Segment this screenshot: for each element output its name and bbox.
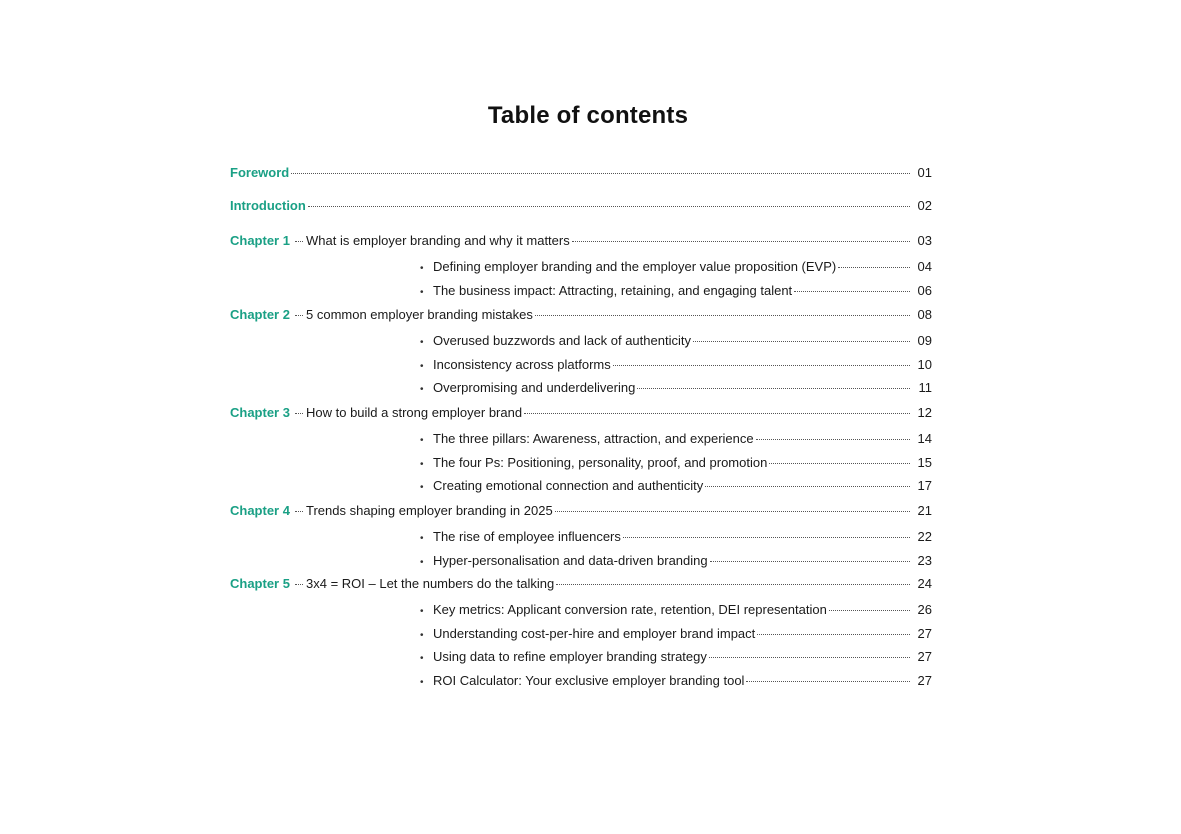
toc-subsection[interactable] [420, 378, 932, 398]
dot-leader [295, 511, 303, 512]
toc-subsection[interactable] [420, 476, 932, 496]
page-number: 23 [917, 553, 932, 568]
chapter-label: Chapter 1 [230, 233, 290, 248]
bullet-icon: • [420, 435, 424, 446]
toc-chapter-2[interactable] [230, 305, 932, 325]
entry-label: Introduction [230, 198, 306, 213]
dot-leader [709, 657, 910, 658]
dot-leader [556, 584, 910, 585]
bullet-icon: • [420, 630, 424, 641]
page-number: 17 [917, 478, 932, 493]
page-number: 12 [917, 405, 932, 420]
subsection-title: ROI Calculator: Your exclusive employer branding tool [433, 673, 745, 688]
page-number: 10 [917, 357, 932, 372]
page-title: Table of contents [487, 102, 689, 129]
table-of-contents [230, 0, 932, 834]
dot-leader [623, 537, 910, 538]
toc-entry-foreword[interactable] [230, 163, 932, 183]
page-number: 11 [918, 380, 932, 395]
chapter-label: Chapter 5 [230, 576, 290, 591]
dot-leader [693, 341, 910, 342]
toc-subsection[interactable] [420, 257, 932, 277]
bullet-icon: • [420, 653, 424, 664]
toc-subsection[interactable] [420, 331, 932, 351]
bullet-icon: • [420, 384, 424, 395]
bullet-icon: • [420, 677, 424, 688]
page-number: 04 [917, 259, 932, 274]
bullet-icon: • [420, 533, 424, 544]
toc-subsection[interactable] [420, 671, 932, 691]
bullet-icon: • [420, 337, 424, 348]
bullet-icon: • [420, 361, 424, 372]
subsection-title: Creating emotional connection and authenticity [433, 478, 704, 493]
page-number: 21 [917, 503, 932, 518]
toc-subsection[interactable] [420, 527, 932, 547]
dot-leader [308, 206, 910, 207]
page-number: 22 [917, 529, 932, 544]
toc-subsection[interactable] [420, 355, 932, 375]
page-number: 24 [917, 576, 932, 591]
subsection-title: Defining employer branding and the employer value proposition (EVP) [433, 259, 837, 274]
chapter-title: 3x4 = ROI – Let the numbers do the talking [306, 576, 555, 591]
page-number: 03 [917, 233, 932, 248]
chapter-title: What is employer branding and why it matters [306, 233, 570, 248]
page-number: 02 [917, 198, 932, 213]
bullet-icon: • [420, 482, 424, 493]
toc-chapter-4[interactable] [230, 501, 932, 521]
dot-leader [794, 291, 910, 292]
dot-leader [637, 388, 910, 389]
page-number: 06 [917, 283, 932, 298]
toc-entry-introduction[interactable] [230, 196, 932, 216]
bullet-icon: • [420, 606, 424, 617]
subsection-title: The four Ps: Positioning, personality, proof, and promotion [433, 455, 768, 470]
bullet-icon: • [420, 263, 424, 274]
toc-subsection[interactable] [420, 551, 932, 571]
toc-chapter-3[interactable] [230, 403, 932, 423]
page-number: 01 [917, 165, 932, 180]
subsection-title: The three pillars: Awareness, attraction, and experience [433, 431, 754, 446]
subsection-title: The rise of employee influencers [433, 529, 621, 544]
dot-leader [829, 610, 910, 611]
page-number: 27 [917, 649, 932, 664]
subsection-title: Overpromising and underdelivering [433, 380, 636, 395]
subsection-title: Inconsistency across platforms [433, 357, 611, 372]
dot-leader [613, 365, 910, 366]
dot-leader [572, 241, 910, 242]
page-number: 15 [917, 455, 932, 470]
dot-leader [295, 241, 303, 242]
page-number: 14 [917, 431, 932, 446]
toc-chapter-5[interactable] [230, 574, 932, 594]
chapter-label: Chapter 4 [230, 503, 290, 518]
subsection-title: Understanding cost-per-hire and employer brand impact [433, 626, 756, 641]
chapter-label: Chapter 2 [230, 307, 290, 322]
chapter-title: Trends shaping employer branding in 2025 [306, 503, 553, 518]
subsection-title: Hyper-personalisation and data-driven branding [433, 553, 708, 568]
toc-subsection[interactable] [420, 453, 932, 473]
subsection-title: The business impact: Attracting, retaining, and engaging talent [433, 283, 793, 298]
bullet-icon: • [420, 459, 424, 470]
toc-subsection[interactable] [420, 647, 932, 667]
dot-leader [757, 634, 910, 635]
toc-subsection[interactable] [420, 281, 932, 301]
dot-leader [838, 267, 910, 268]
dot-leader [524, 413, 910, 414]
dot-leader [555, 511, 910, 512]
dot-leader [756, 439, 910, 440]
page-number: 09 [917, 333, 932, 348]
dot-leader [710, 561, 910, 562]
dot-leader [769, 463, 910, 464]
toc-subsection[interactable] [420, 600, 932, 620]
toc-subsection[interactable] [420, 429, 932, 449]
dot-leader [535, 315, 910, 316]
chapter-title: 5 common employer branding mistakes [306, 307, 533, 322]
dot-leader [746, 681, 910, 682]
dot-leader [295, 584, 303, 585]
dot-leader [705, 486, 910, 487]
entry-label: Foreword [230, 165, 290, 180]
chapter-title: How to build a strong employer brand [306, 405, 523, 420]
dot-leader [295, 315, 303, 316]
bullet-icon: • [420, 287, 424, 298]
dot-leader [295, 413, 303, 414]
toc-subsection[interactable] [420, 624, 932, 644]
page-number: 27 [917, 673, 932, 688]
page-number: 27 [917, 626, 932, 641]
toc-chapter-1[interactable] [230, 231, 932, 251]
subsection-title: Using data to refine employer branding strategy [433, 649, 707, 664]
subsection-title: Key metrics: Applicant conversion rate, retention, DEI representation [433, 602, 827, 617]
subsection-title: Overused buzzwords and lack of authenticity [433, 333, 691, 348]
bullet-icon: • [420, 557, 424, 568]
page-number: 26 [917, 602, 932, 617]
dot-leader [291, 173, 910, 174]
chapter-label: Chapter 3 [230, 405, 290, 420]
page-number: 08 [917, 307, 932, 322]
